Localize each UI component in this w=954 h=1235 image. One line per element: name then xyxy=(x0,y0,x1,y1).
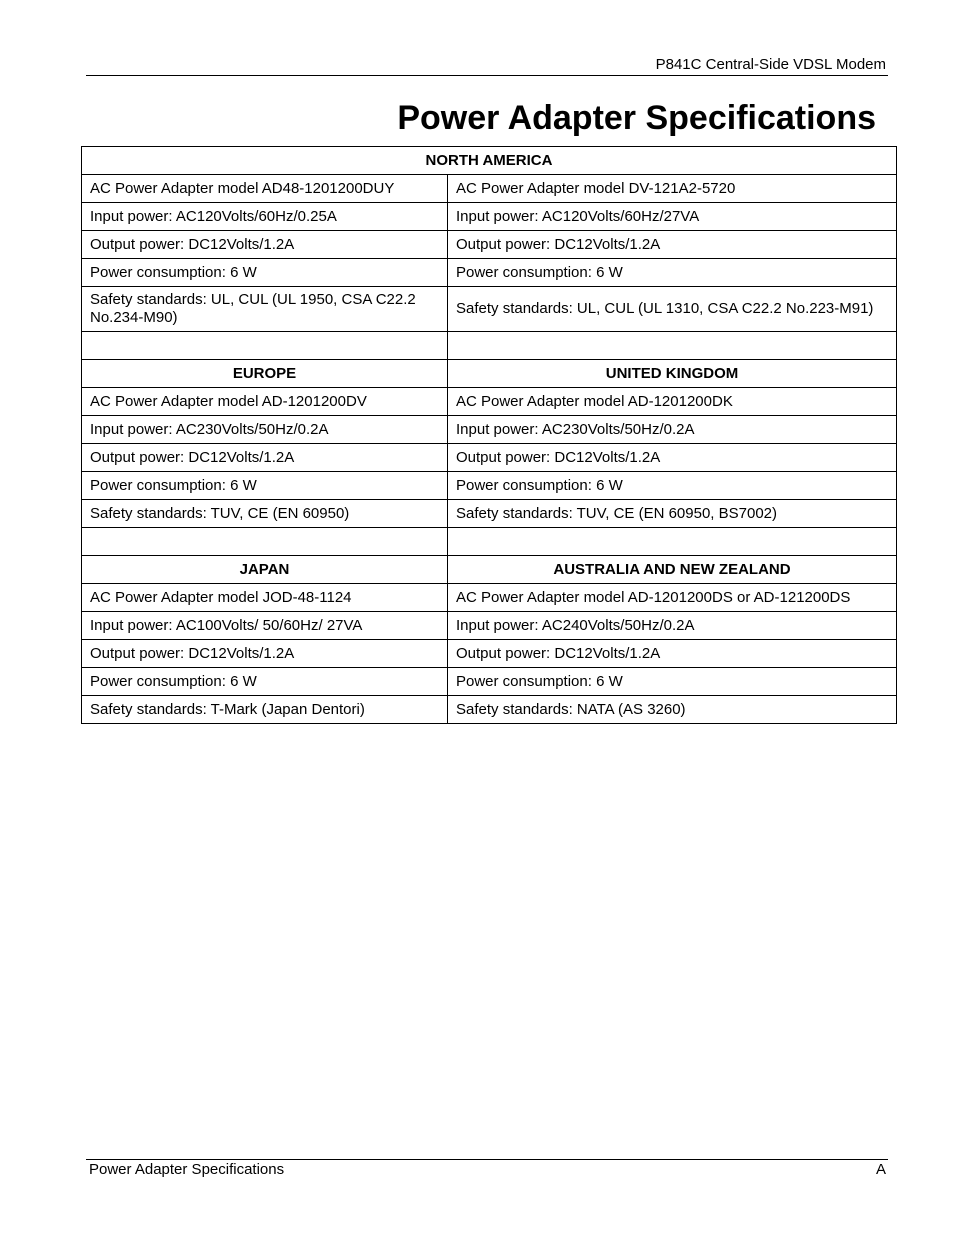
table-cell: AC Power Adapter model AD-1201200DK xyxy=(448,388,897,416)
empty-cell xyxy=(82,528,448,556)
table-cell: Power consumption: 6 W xyxy=(448,259,897,287)
table-row xyxy=(82,500,897,528)
section-heading-australia-new-zealand: AUSTRALIA AND NEW ZEALAND xyxy=(448,556,897,584)
table-cell: Output power: DC12Volts/1.2A xyxy=(448,640,897,668)
table-cell: Power consumption: 6 W xyxy=(448,668,897,696)
section-heading-united-kingdom: UNITED KINGDOM xyxy=(448,360,897,388)
table-cell: Safety standards: UL, CUL (UL 1310, CSA C22.2 No.223-M91) xyxy=(448,287,897,332)
section-heading-row xyxy=(82,147,897,175)
table-row xyxy=(82,175,897,203)
power-adapter-spec-table xyxy=(81,146,897,724)
table-row xyxy=(82,472,897,500)
footer-rule xyxy=(86,1159,888,1160)
table-cell: AC Power Adapter model AD48-1201200DUY xyxy=(82,175,448,203)
table-cell: Output power: DC12Volts/1.2A xyxy=(448,444,897,472)
table-row xyxy=(82,203,897,231)
spacer-row xyxy=(82,528,897,556)
table-cell: AC Power Adapter model DV-121A2-5720 xyxy=(448,175,897,203)
table-cell: Power consumption: 6 W xyxy=(82,259,448,287)
table-cell: AC Power Adapter model AD-1201200DS or AD-121200DS xyxy=(448,584,897,612)
table-cell: Output power: DC12Volts/1.2A xyxy=(82,444,448,472)
table-row xyxy=(82,696,897,724)
table-row xyxy=(82,287,897,332)
table-cell: Input power: AC230Volts/50Hz/0.2A xyxy=(82,416,448,444)
table-cell: Input power: AC240Volts/50Hz/0.2A xyxy=(448,612,897,640)
table-row xyxy=(82,612,897,640)
table-cell: Safety standards: NATA (AS 3260) xyxy=(448,696,897,724)
table-cell: Power consumption: 6 W xyxy=(82,668,448,696)
table-cell: Output power: DC12Volts/1.2A xyxy=(82,231,448,259)
table-row xyxy=(82,259,897,287)
table-cell: Input power: AC120Volts/60Hz/27VA xyxy=(448,203,897,231)
table-cell: Input power: AC230Volts/50Hz/0.2A xyxy=(448,416,897,444)
table-cell: AC Power Adapter model AD-1201200DV xyxy=(82,388,448,416)
section-heading-japan: JAPAN xyxy=(82,556,448,584)
table-row xyxy=(82,388,897,416)
table-cell: Output power: DC12Volts/1.2A xyxy=(448,231,897,259)
table-cell: Safety standards: TUV, CE (EN 60950, BS7002) xyxy=(448,500,897,528)
table-row xyxy=(82,668,897,696)
spacer-row xyxy=(82,332,897,360)
empty-cell xyxy=(448,332,897,360)
section-heading-row xyxy=(82,360,897,388)
table-cell: Safety standards: T-Mark (Japan Dentori) xyxy=(82,696,448,724)
table-cell: Input power: AC120Volts/60Hz/0.25A xyxy=(82,203,448,231)
table-row xyxy=(82,416,897,444)
table-row xyxy=(82,444,897,472)
section-heading-north-america: NORTH AMERICA xyxy=(82,147,897,175)
footer-page-number: A xyxy=(875,1161,886,1178)
running-header: P841C Central-Side VDSL Modem xyxy=(655,56,886,73)
footer-section-title: Power Adapter Specifications xyxy=(89,1161,285,1178)
section-heading-row xyxy=(82,556,897,584)
empty-cell xyxy=(82,332,448,360)
table-cell: Power consumption: 6 W xyxy=(82,472,448,500)
table-row xyxy=(82,640,897,668)
table-cell: Output power: DC12Volts/1.2A xyxy=(82,640,448,668)
table-cell: AC Power Adapter model JOD-48-1124 xyxy=(82,584,448,612)
page-title: Power Adapter Specifications xyxy=(397,99,876,137)
table-row xyxy=(82,584,897,612)
table-cell: Safety standards: TUV, CE (EN 60950) xyxy=(82,500,448,528)
table-cell: Input power: AC100Volts/ 50/60Hz/ 27VA xyxy=(82,612,448,640)
empty-cell xyxy=(448,528,897,556)
header-rule xyxy=(86,75,888,76)
table-cell: Power consumption: 6 W xyxy=(448,472,897,500)
table-cell: Safety standards: UL, CUL (UL 1950, CSA C22.2 No.234-M90) xyxy=(82,287,448,332)
section-heading-europe: EUROPE xyxy=(82,360,448,388)
table-row xyxy=(82,231,897,259)
